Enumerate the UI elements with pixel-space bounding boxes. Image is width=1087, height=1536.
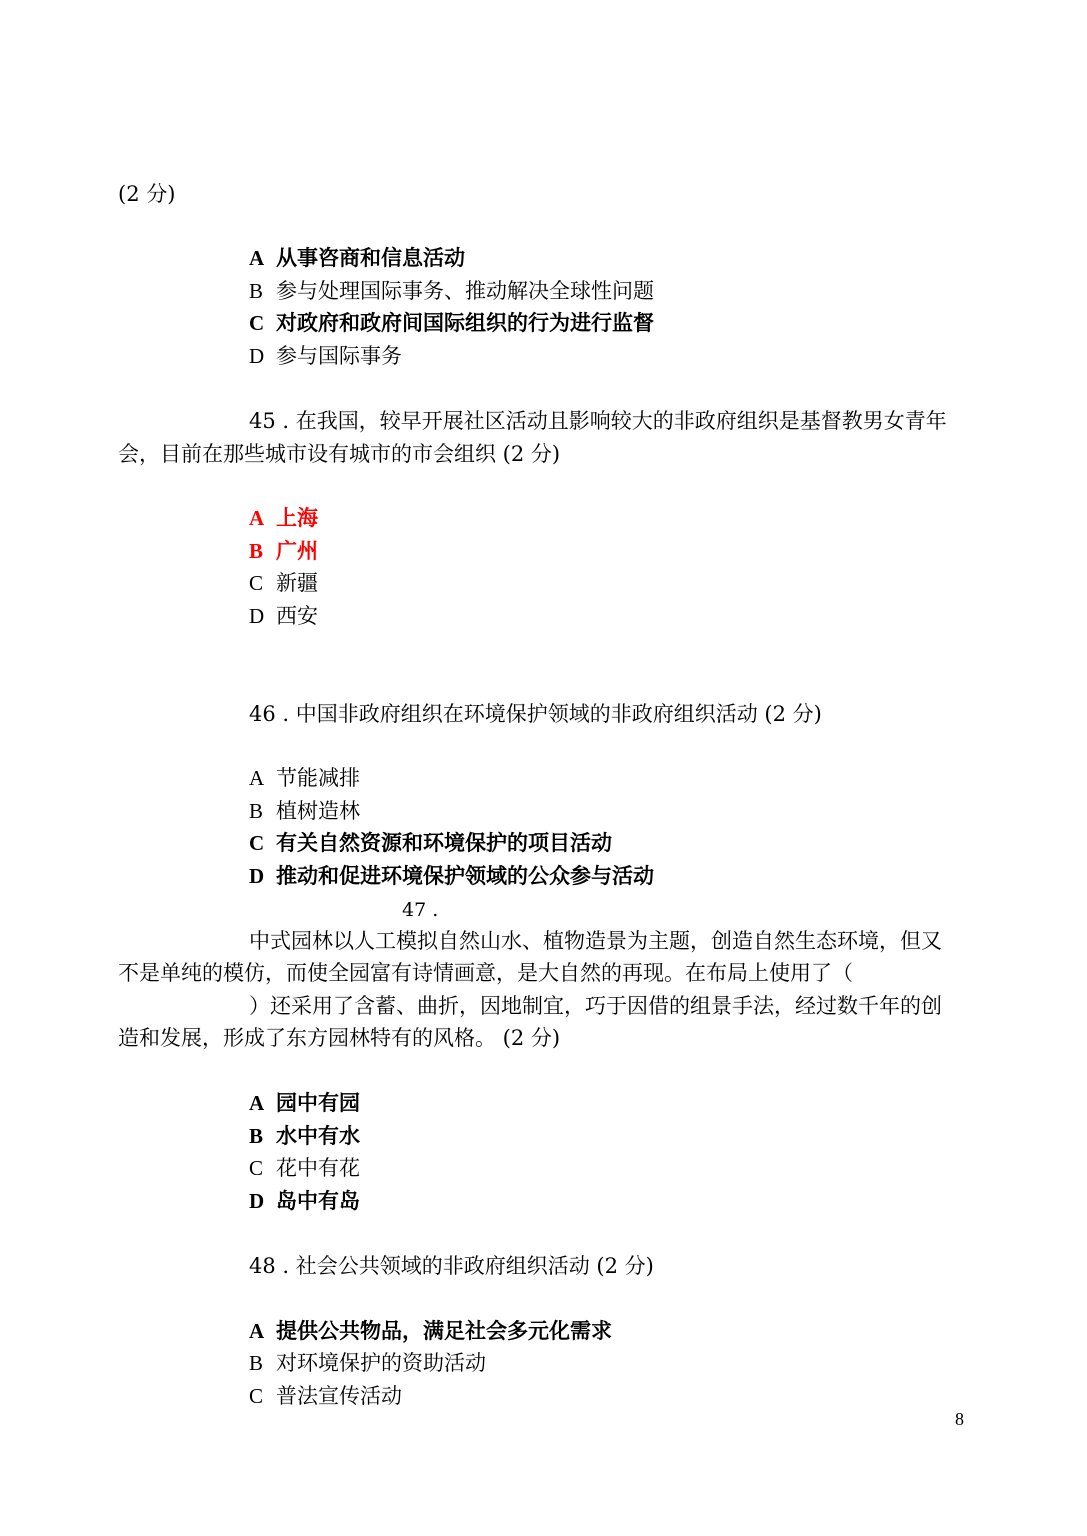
q47-stem-line3: ）还采用了含蓄、曲折，因地制宜，巧于因借的组景手法，经过数千年的创 — [249, 994, 942, 1018]
option-letter: D — [249, 864, 265, 888]
option-text: 花中有花 — [276, 1156, 360, 1180]
q45-stem-line1: 45 . 在我国，较早开展社区活动且影响较大的非政府组织是基督教男女青年 — [249, 409, 947, 433]
q47-option-d — [249, 1187, 360, 1215]
page-number: 8 — [955, 1409, 964, 1429]
q46-option-c — [249, 829, 612, 857]
option-letter: B — [249, 799, 264, 823]
q44-option-b — [249, 277, 654, 305]
q47-option-b — [249, 1122, 360, 1150]
option-letter: D — [249, 344, 265, 368]
option-text: 提供公共物品，满足社会多元化需求 — [276, 1318, 612, 1343]
q47-option-c — [249, 1154, 360, 1182]
option-letter: A — [249, 1091, 265, 1115]
option-letter: A — [249, 506, 265, 530]
option-text: 对政府和政府间国际组织的行为进行监督 — [276, 310, 654, 335]
option-letter: C — [249, 571, 264, 595]
option-text: 植树造林 — [276, 799, 360, 823]
option-letter: A — [249, 1319, 265, 1343]
option-letter: B — [249, 1124, 264, 1148]
option-text: 从事咨商和信息活动 — [276, 245, 465, 270]
option-text: 广州 — [276, 538, 318, 563]
q48-stem: 48 . 社会公共领域的非政府组织活动 (2 分) — [249, 1254, 654, 1278]
q45-option-a — [249, 504, 318, 532]
q44-option-a — [249, 244, 465, 272]
q48-option-c — [249, 1382, 402, 1410]
option-text: 参与处理国际事务、推动解决全球性问题 — [276, 279, 654, 303]
q47-stem-line2: 不是单纯的模仿，而使全园富有诗情画意，是大自然的再现。在布局上使用了（ — [118, 961, 853, 985]
option-text: 对环境保护的资助活动 — [276, 1351, 486, 1375]
option-letter: C — [249, 1156, 264, 1180]
option-text: 节能减排 — [276, 766, 360, 790]
q44-option-c — [249, 309, 654, 337]
q46-option-b — [249, 797, 360, 825]
option-letter: D — [249, 604, 265, 628]
option-letter: B — [249, 1351, 264, 1375]
q46-option-a — [249, 764, 360, 792]
q45-stem-line2: 会，目前在那些城市设有城市的市会组织 (2 分) — [118, 442, 561, 466]
q46-option-d — [249, 862, 654, 890]
option-text: 上海 — [276, 505, 318, 530]
option-letter: B — [249, 279, 264, 303]
option-letter: C — [249, 311, 265, 335]
q47-number: 47 . — [402, 899, 439, 921]
option-letter: B — [249, 539, 264, 563]
q47-stem-line4: 造和发展，形成了东方园林特有的风格。 (2 分) — [118, 1026, 561, 1050]
q45-option-d — [249, 602, 318, 630]
q44-points: (2 分) — [118, 182, 176, 206]
q45-option-c — [249, 569, 318, 597]
option-text: 有关自然资源和环境保护的项目活动 — [276, 830, 612, 855]
option-text: 园中有园 — [276, 1090, 360, 1115]
q47-option-a — [249, 1089, 360, 1117]
q48-option-b — [249, 1349, 486, 1377]
option-text: 参与国际事务 — [276, 344, 402, 368]
option-letter: A — [249, 766, 265, 790]
option-letter: A — [249, 246, 265, 270]
q44-option-d — [249, 342, 402, 370]
q46-stem: 46 . 中国非政府组织在环境保护领域的非政府组织活动 (2 分) — [249, 702, 822, 726]
option-text: 推动和促进环境保护领域的公众参与活动 — [276, 863, 654, 888]
option-letter: C — [249, 831, 265, 855]
option-text: 西安 — [276, 604, 318, 628]
option-text: 岛中有岛 — [276, 1188, 360, 1213]
q47-stem-line1: 中式园林以人工模拟自然山水、植物造景为主题，创造自然生态环境，但又 — [249, 929, 942, 953]
option-letter: D — [249, 1189, 265, 1213]
q45-option-b — [249, 537, 318, 565]
option-letter: C — [249, 1384, 264, 1408]
option-text: 普法宣传活动 — [276, 1384, 402, 1408]
option-text: 水中有水 — [276, 1123, 360, 1148]
q48-option-a — [249, 1317, 612, 1345]
option-text: 新疆 — [276, 571, 318, 595]
